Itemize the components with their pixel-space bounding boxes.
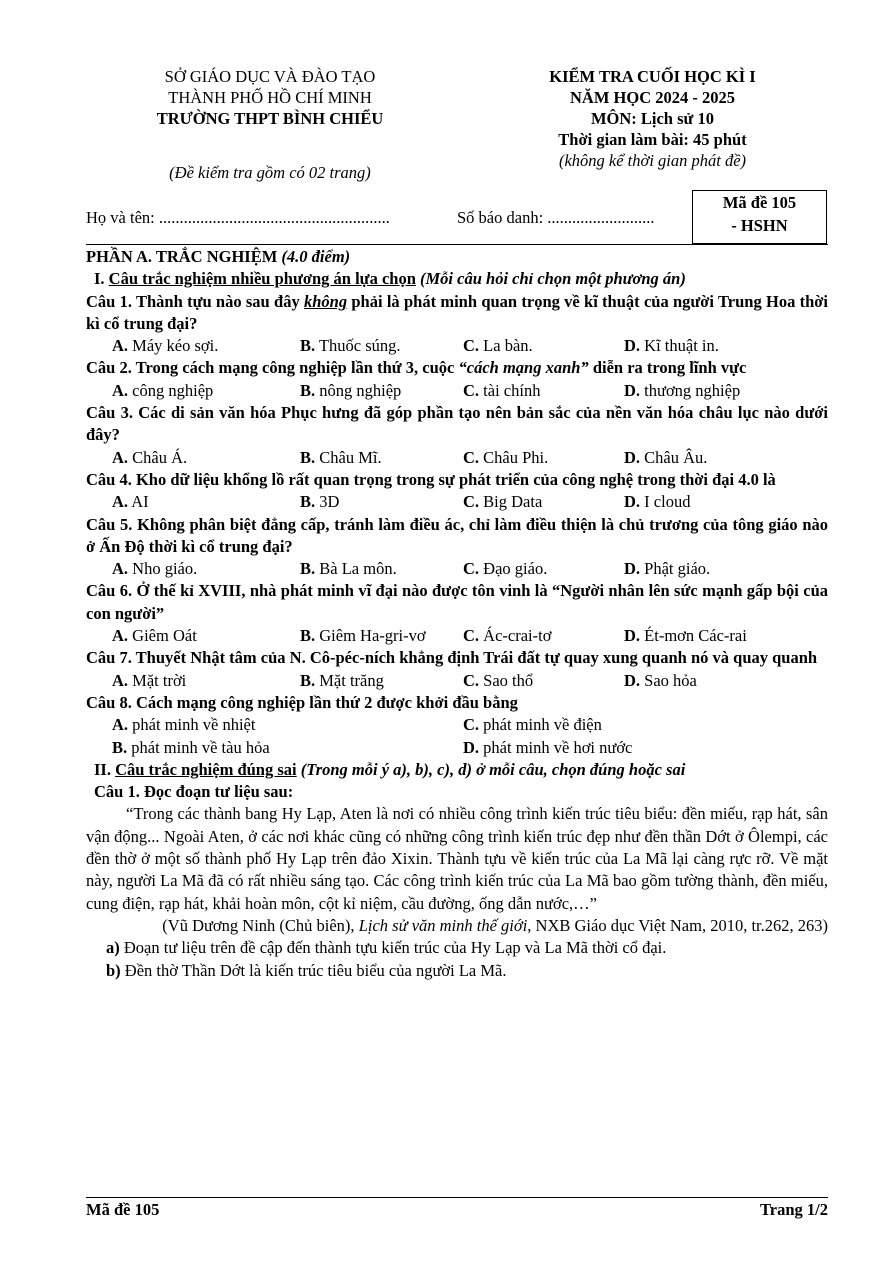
question-8 — [86, 692, 828, 714]
statement-a-key: a) — [106, 938, 120, 958]
option-key: C. — [463, 715, 480, 735]
footer-page-number: Trang 1/2 — [760, 1200, 828, 1219]
option-a — [112, 714, 255, 736]
option-c — [463, 491, 542, 513]
options-row — [86, 558, 828, 580]
option-text: I cloud — [644, 492, 691, 512]
source-book-title: Lịch sử văn minh thế giới — [358, 915, 528, 935]
school-year: NĂM HỌC 2024 - 2025 — [570, 88, 735, 107]
question-text: Ở thế kỉ XVIII, nhà phát minh vĩ đại nào được tôn vinh là “Người nhân lên sức mạnh gấp bội của con người” — [86, 581, 829, 623]
subject: MÔN: Lịch sử 10 — [590, 109, 715, 128]
option-key: B. — [300, 336, 316, 356]
option-b — [300, 625, 426, 647]
option-b — [300, 447, 382, 469]
option-key: A. — [112, 715, 129, 735]
footer-exam-code: Mã đề 105 — [86, 1200, 160, 1219]
section1-note: (Mỗi câu hỏi chỉ chọn một phương án) — [420, 269, 686, 289]
option-key: A. — [112, 336, 129, 356]
question-label: Câu 4. — [86, 469, 132, 489]
option-c — [463, 380, 540, 402]
option-key: D. — [624, 670, 641, 690]
option-text: Thuốc súng. — [318, 336, 401, 356]
question-list — [86, 291, 828, 759]
reading-passage: “Trong các thành bang Hy Lạp, Aten là nơi có nhiều công trình kiến trúc tiêu biểu: đền miếu, rạp hát, sân vận động... Ngoài Aten, ở các nơi khác cũng có những công trình kiến trúc đẹp như đền thần Dớt ở Ôlempi, các đền thờ ở một số thành phố Hy Lạp trên đảo Xixin. Thành tựu về kiến trúc của La Mã lại càng rực rỡ. Về mặt này, người La Mã đã có rất nhiều sáng tạo. Các công trình kiến trúc của La Mã bao gồm tường thành, đền miếu, cung điện, rạp hát, khải hoàn môn, cột kỉ niệm, cầu đường, ống dẫn nước,…” — [86, 804, 828, 913]
candidate-number-field: Số báo danh: .......................... — [457, 208, 655, 227]
option-text: 3D — [319, 492, 340, 512]
section2-q1-label: Câu 1. Đọc đoạn tư liệu sau: — [94, 782, 294, 802]
option-key: C. — [463, 670, 480, 690]
question-text: Thành tựu nào sau đây — [132, 291, 304, 311]
option-text: La bàn. — [483, 336, 533, 356]
statement-a — [86, 937, 828, 959]
section1-title: Câu trắc nghiệm nhiều phương án lựa chọn — [108, 269, 416, 289]
option-d — [624, 335, 719, 357]
question-text: Cách mạng công nghiệp lần thứ 2 được khởi đầu bằng — [131, 692, 518, 712]
footer-divider — [86, 1197, 828, 1198]
section1-num: I. — [94, 269, 105, 289]
question-label: Câu 2. — [86, 358, 132, 378]
question-4 — [86, 469, 828, 491]
part-a-title: PHẦN A. TRẮC NGHIỆM — [86, 247, 278, 266]
question-text: Kho dữ liệu khổng lồ rất quan trọng trong sự phát triển của công nghệ trong thời đại 4.0 là — [131, 469, 776, 489]
option-a — [112, 335, 218, 357]
option-c — [463, 335, 533, 357]
option-key: A. — [112, 626, 129, 646]
statement-b — [86, 960, 828, 982]
section1-heading — [86, 268, 828, 290]
option-b — [300, 491, 339, 513]
question-3 — [86, 402, 828, 447]
option-key: C. — [463, 447, 480, 467]
option-c — [463, 670, 533, 692]
section2-heading — [86, 759, 828, 781]
option-text: Bà La môn. — [319, 559, 397, 579]
option-b — [300, 380, 401, 402]
statement-a-text: Đoạn tư liệu trên đề cập đến thành tựu kiến trúc của Hy Lạp và La Mã thời cổ đại. — [119, 938, 667, 958]
source-publisher: , NXB Giáo dục Việt Nam, 2010, tr.262, 263) — [527, 915, 828, 935]
option-key: A. — [112, 447, 129, 467]
option-a — [112, 447, 187, 469]
option-text: phát minh về nhiệt — [132, 715, 256, 735]
options-row — [86, 670, 828, 692]
question-emphasis: “cách mạng xanh” — [458, 358, 589, 378]
page-count-note: (Đề kiểm tra gồm có 02 trang) — [169, 163, 371, 182]
option-key: D. — [624, 626, 641, 646]
option-text: Giêm Oát — [132, 626, 197, 646]
question-label: Câu 5. — [86, 514, 133, 534]
section2-title: Câu trắc nghiệm đúng sai — [115, 759, 297, 779]
question-7 — [86, 647, 828, 669]
option-key: D. — [624, 336, 641, 356]
option-text: phát minh về hơi nước — [483, 737, 633, 757]
school-name: TRƯỜNG THPT BÌNH CHIỂU — [156, 109, 384, 128]
option-d — [624, 670, 697, 692]
question-emphasis: không — [303, 291, 348, 311]
part-a-score: (4.0 điểm) — [281, 247, 351, 266]
exam-code-suffix: - HSHN — [731, 216, 788, 235]
question-2 — [86, 357, 828, 379]
option-text: Ét-mơn Các-rai — [644, 626, 747, 646]
option-text: Sao thổ — [483, 670, 534, 690]
option-key: B. — [300, 447, 316, 467]
duration-note: (không kể thời gian phát đề) — [558, 151, 747, 170]
header-divider — [86, 244, 828, 245]
option-key: C. — [463, 559, 480, 579]
question-label: Câu 8. — [86, 692, 132, 712]
exam-title: KIỂM TRA CUỐI HỌC KÌ I — [549, 67, 756, 86]
option-key: B. — [300, 559, 316, 579]
section2-note: (Trong mỗi ý a), b), c), d) ở mỗi câu, chọn đúng hoặc sai — [300, 759, 686, 779]
options-row — [86, 380, 828, 402]
option-key: A. — [112, 670, 129, 690]
option-text: tài chính — [483, 380, 541, 400]
option-key: C. — [463, 336, 480, 356]
exam-code: Mã đề 105 — [722, 193, 797, 212]
source-author: (Vũ Dương Ninh (Chủ biên), — [162, 915, 359, 935]
student-name-field: Họ và tên: ........................................................ — [86, 208, 390, 227]
option-text: Châu Á. — [132, 447, 188, 467]
option-a — [112, 558, 197, 580]
option-text: nông nghiệp — [319, 380, 402, 400]
header-left — [95, 66, 445, 183]
part-a-heading — [86, 246, 828, 268]
option-text: Đạo giáo. — [483, 559, 548, 579]
option-key: D. — [624, 559, 641, 579]
option-text: phát minh về điện — [483, 715, 602, 735]
option-d — [624, 558, 710, 580]
option-text: thương nghiệp — [644, 380, 741, 400]
statement-b-text: Đền thờ Thần Dớt là kiến trúc tiêu biểu của người La Mã. — [120, 960, 507, 980]
header-right — [480, 66, 825, 171]
question-6 — [86, 580, 828, 625]
statement-b-key: b) — [106, 960, 121, 980]
question-text: Các di sản văn hóa Phục hưng đã góp phần tạo nên bản sắc của nền văn hóa châu lục nào dưới đây? — [86, 403, 828, 445]
option-a — [112, 670, 186, 692]
option-text: Giêm Ha-gri-vơ — [319, 626, 426, 646]
option-key: C. — [463, 380, 480, 400]
question-label: Câu 3. — [86, 403, 133, 423]
option-c — [463, 714, 602, 736]
option-d — [624, 625, 747, 647]
question-text-continued: phải là phát minh quan trọng về kĩ thuật của người Trung Hoa thời kì cổ trung đại? — [86, 291, 829, 333]
option-text: Sao hỏa — [644, 670, 697, 690]
department-name: SỞ GIÁO DỤC VÀ ĐÀO TẠO — [164, 67, 376, 86]
options-row — [86, 335, 828, 357]
city-name: THÀNH PHỐ HỒ CHÍ MINH — [168, 88, 372, 107]
option-key: A. — [112, 492, 129, 512]
passage-source — [86, 915, 828, 937]
option-b — [300, 670, 384, 692]
option-key: B. — [300, 380, 316, 400]
option-key: C. — [463, 492, 480, 512]
question-label: Câu 6. — [86, 581, 133, 601]
option-text: Kĩ thuật in. — [644, 336, 719, 356]
option-a — [112, 625, 197, 647]
option-text: Châu Phi. — [483, 447, 549, 467]
option-text: Máy kéo sợi. — [132, 336, 219, 356]
option-a — [112, 491, 149, 513]
option-text: Ác-crai-tơ — [483, 626, 552, 646]
option-text: công nghiệp — [132, 380, 214, 400]
option-key: A. — [112, 559, 129, 579]
option-text: Nho giáo. — [132, 559, 198, 579]
option-text: Big Data — [483, 492, 543, 512]
option-key: B. — [300, 670, 316, 690]
option-text: Châu Mĩ. — [319, 447, 382, 467]
option-text: Mặt trời — [132, 670, 187, 690]
option-text: Châu Âu. — [644, 447, 708, 467]
option-text: phát minh về tàu hỏa — [131, 737, 270, 757]
section2-num: II. — [94, 759, 111, 779]
option-text: Mặt trăng — [319, 670, 384, 690]
duration: Thời gian làm bài: 45 phút — [558, 130, 747, 149]
option-d — [624, 491, 690, 513]
options-row — [86, 737, 828, 759]
question-text: Không phân biệt đẳng cấp, tránh làm điều ác, chỉ làm điều thiện là chủ trương của tông giáo nào ở Ấn Độ thời kì cổ trung đại? — [86, 514, 829, 556]
options-row — [86, 447, 828, 469]
option-key: C. — [463, 626, 480, 646]
question-1 — [86, 291, 828, 336]
question-label: Câu 7. — [86, 648, 132, 668]
option-text: AI — [131, 492, 149, 512]
option-c — [463, 447, 548, 469]
option-key: B. — [112, 737, 128, 757]
option-b — [300, 558, 397, 580]
option-key: B. — [300, 492, 316, 512]
exam-code-box — [692, 190, 827, 244]
question-text: Trong cách mạng công nghiệp lần thứ 3, cuộc — [131, 358, 459, 378]
option-key: B. — [300, 626, 316, 646]
question-text: Thuyết Nhật tâm của N. Cô-péc-ních khẳng định Trái đất tự quay xung quanh nó và quay quanh — [131, 648, 818, 668]
option-d — [463, 737, 632, 759]
option-key: D. — [463, 737, 480, 757]
option-key: D. — [624, 492, 641, 512]
option-key: D. — [624, 447, 641, 467]
option-text: Phật giáo. — [644, 559, 711, 579]
option-d — [624, 447, 707, 469]
option-a — [112, 380, 213, 402]
option-key: A. — [112, 380, 129, 400]
options-row — [86, 714, 828, 736]
exam-content — [86, 246, 828, 982]
option-c — [463, 558, 547, 580]
option-b — [300, 335, 401, 357]
option-b — [112, 737, 270, 759]
options-row — [86, 491, 828, 513]
option-key: D. — [624, 380, 641, 400]
option-d — [624, 380, 740, 402]
option-c — [463, 625, 551, 647]
question-label: Câu 1. — [86, 291, 133, 311]
options-row — [86, 625, 828, 647]
question-5 — [86, 514, 828, 559]
question-text-continued: diễn ra trong lĩnh vực — [588, 358, 747, 378]
